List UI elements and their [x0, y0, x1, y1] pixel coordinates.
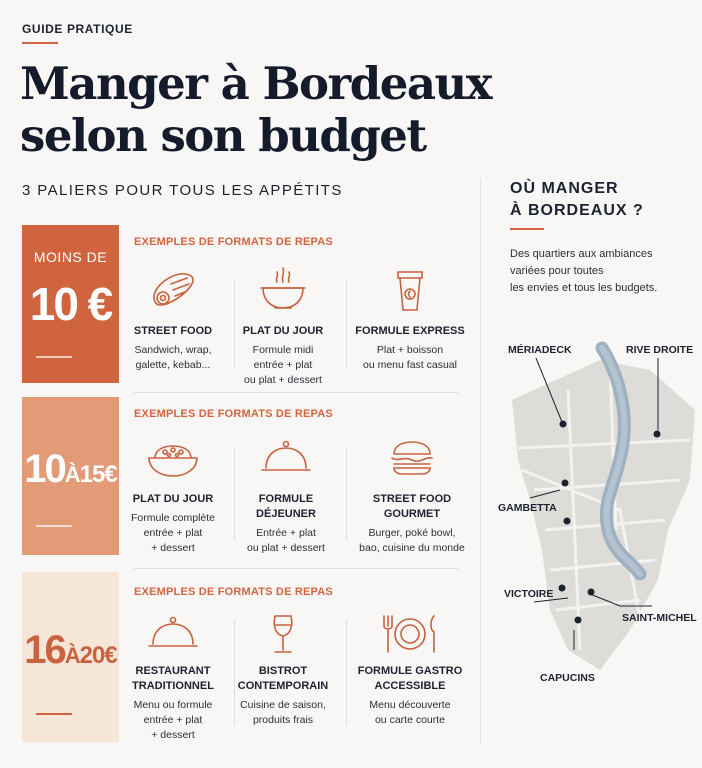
- tier-3-item-3-name: [352, 664, 468, 694]
- eyebrow-underline: [22, 42, 58, 44]
- tier-1-section-label: EXEMPLES DE FORMATS DE REPAS: [134, 236, 333, 248]
- divider: [346, 280, 347, 368]
- map-title-line-1: OÙ MANGER: [510, 180, 619, 197]
- tier-2-item-3-name: STREET FOOD GOURMET: [372, 493, 452, 520]
- desc-line: + dessert: [151, 542, 195, 554]
- desc-line: galette, kebab...: [135, 359, 211, 371]
- tier-2-dash: [36, 525, 72, 527]
- desc-line: Formule midi: [252, 344, 314, 356]
- divider: [346, 448, 347, 540]
- desc-line: Menu découverte: [369, 699, 451, 711]
- divider: [346, 620, 347, 726]
- tier-1-amount: 10 €: [29, 278, 112, 330]
- tier-separator: [134, 392, 458, 393]
- tier-2-amount-b: 15€: [79, 461, 117, 488]
- tier-3-amount-sep: À: [64, 643, 80, 668]
- tier-2-item-1-desc: [118, 511, 228, 556]
- name-line: CONTEMPORAIN: [237, 680, 329, 692]
- map-point: [559, 585, 566, 592]
- tier-2-amount-a: 10: [24, 447, 65, 491]
- wine-glass-icon: [253, 612, 313, 656]
- desc-line: variées pour toutes: [510, 265, 604, 277]
- tier-1-item-2-desc: [228, 343, 338, 388]
- wrap-icon: [145, 262, 201, 314]
- map-point: [654, 431, 661, 438]
- cloche-icon: [143, 612, 203, 656]
- tier-1-item-street-food: [118, 262, 228, 373]
- tier-2-item-formule-dejeuner: [228, 434, 344, 556]
- tier-1-item-3-name: FORMULE EXPRESS: [355, 325, 465, 337]
- desc-line: Des quartiers aux ambiances: [510, 248, 653, 260]
- tier-3-dash: [36, 713, 72, 715]
- map-point: [560, 421, 567, 428]
- name-line: BISTROT: [258, 665, 308, 677]
- burger-icon: [382, 434, 442, 482]
- tier-3-item-gastro: [352, 612, 468, 728]
- tier-2-item-plat-du-jour: [118, 434, 228, 556]
- map-panel-title: [510, 178, 644, 222]
- map-label-meriadeck: MÉRIADECK: [508, 344, 572, 356]
- tier-1-item-3-desc: [352, 343, 468, 373]
- map-title-line-2: À BORDEAUX ?: [510, 202, 644, 219]
- tier-1-item-plat-du-jour: [228, 262, 338, 388]
- desc-line: les envies et tous les budgets.: [510, 282, 658, 294]
- map-label-victoire: VICTOIRE: [504, 588, 554, 600]
- map-title-underline: [510, 228, 544, 230]
- desc-line: bao, cuisine du monde: [359, 542, 465, 554]
- desc-line: ou menu fast casual: [363, 359, 457, 371]
- desc-line: produits frais: [252, 714, 314, 726]
- desc-line: Burger, poké bowl,: [368, 527, 456, 539]
- tier-1-item-2-name: PLAT DU JOUR: [242, 325, 324, 337]
- map-point: [575, 617, 582, 624]
- map-label-capucins: CAPUCINS: [540, 672, 595, 684]
- bordeaux-map: [490, 330, 702, 710]
- tier-3-badge: [22, 572, 119, 742]
- map-panel-desc: [510, 246, 690, 297]
- tier-2-item-1-name: PLAT DU JOUR: [132, 493, 214, 505]
- tier-1-dash: [36, 356, 72, 358]
- desc-line: ou plat + dessert: [247, 542, 325, 554]
- tier-2-amount-sep: À: [64, 462, 80, 487]
- tier-2-badge: [22, 397, 119, 555]
- map-label-saint-michel: SAINT-MICHEL: [622, 612, 697, 624]
- desc-line: entrée + plat: [253, 359, 313, 371]
- tier-3-amount-a: 16: [24, 628, 65, 672]
- tier-1-pre: MOINS DE: [33, 249, 108, 265]
- desc-line: Formule complète: [130, 512, 216, 524]
- tier-2-item-2-name: FORMULE DÉJEUNER: [256, 493, 316, 520]
- desc-line: Sandwich, wrap,: [134, 344, 212, 356]
- tier-3-item-restaurant: [118, 612, 228, 743]
- name-line: FORMULE GASTRO: [357, 665, 463, 677]
- desc-line: Cuisine de saison,: [240, 699, 326, 711]
- map-label-rive-droite: RIVE DROITE: [626, 344, 694, 356]
- tier-3-amount: [22, 628, 119, 673]
- cup-icon: [382, 262, 438, 314]
- title-line-2: selon son budget: [20, 109, 426, 162]
- tier-1-item-formule-express: [352, 262, 468, 373]
- eyebrow: GUIDE PRATIQUE: [22, 22, 133, 36]
- tier-2-item-2-desc: [228, 526, 344, 556]
- tier-1-item-1-name: STREET FOOD: [133, 325, 213, 337]
- desc-line: ou carte courte: [374, 714, 446, 726]
- map-point: [564, 518, 571, 525]
- tier-separator: [134, 568, 458, 569]
- tier-3-item-2-desc: [228, 698, 338, 728]
- name-line: TRADITIONNEL: [132, 680, 214, 692]
- cloche-icon: [256, 434, 316, 482]
- desc-line: + dessert: [151, 729, 195, 741]
- map-label-gambetta: GAMBETTA: [498, 502, 557, 514]
- tier-3-item-2-name: [228, 664, 338, 694]
- desc-line: Plat + boisson: [376, 344, 444, 356]
- tier-2-item-street-food-gourmet: [350, 434, 474, 556]
- bowl-icon: [255, 262, 311, 314]
- salad-bowl-icon: [143, 434, 203, 482]
- tier-1-badge: [22, 225, 119, 383]
- tier-3-item-1-desc: [118, 698, 228, 743]
- tier-1-item-1-desc: [118, 343, 228, 373]
- map-point: [588, 589, 595, 596]
- tier-2-amount: [22, 447, 119, 492]
- desc-line: Menu ou formule: [133, 699, 213, 711]
- tier-2-section-label: EXEMPLES DE FORMATS DE REPAS: [134, 408, 333, 420]
- name-line: ACCESSIBLE: [374, 680, 446, 692]
- tier-3-item-3-desc: [352, 698, 468, 728]
- tier-3-amount-b: 20€: [79, 642, 117, 669]
- tier-2-item-3-desc: [350, 526, 474, 556]
- map-point: [562, 480, 569, 487]
- page-title: [20, 58, 500, 162]
- desc-line: Entrée + plat: [256, 527, 316, 539]
- title-line-1: Manger à Bordeaux: [20, 57, 492, 110]
- tier-3-section-label: EXEMPLES DE FORMATS DE REPAS: [134, 586, 333, 598]
- name-line: RESTAURANT: [135, 665, 211, 677]
- desc-line: entrée + plat: [143, 527, 203, 539]
- tier-3-item-1-name: [118, 664, 228, 694]
- page-subtitle: 3 PALIERS POUR TOUS LES APPÉTITS: [22, 182, 343, 199]
- desc-line: entrée + plat: [143, 714, 203, 726]
- tier-3-item-bistrot: [228, 612, 338, 728]
- plate-cutlery-icon: [374, 612, 446, 656]
- column-divider: [480, 178, 481, 744]
- desc-line: ou plat + dessert: [244, 374, 322, 386]
